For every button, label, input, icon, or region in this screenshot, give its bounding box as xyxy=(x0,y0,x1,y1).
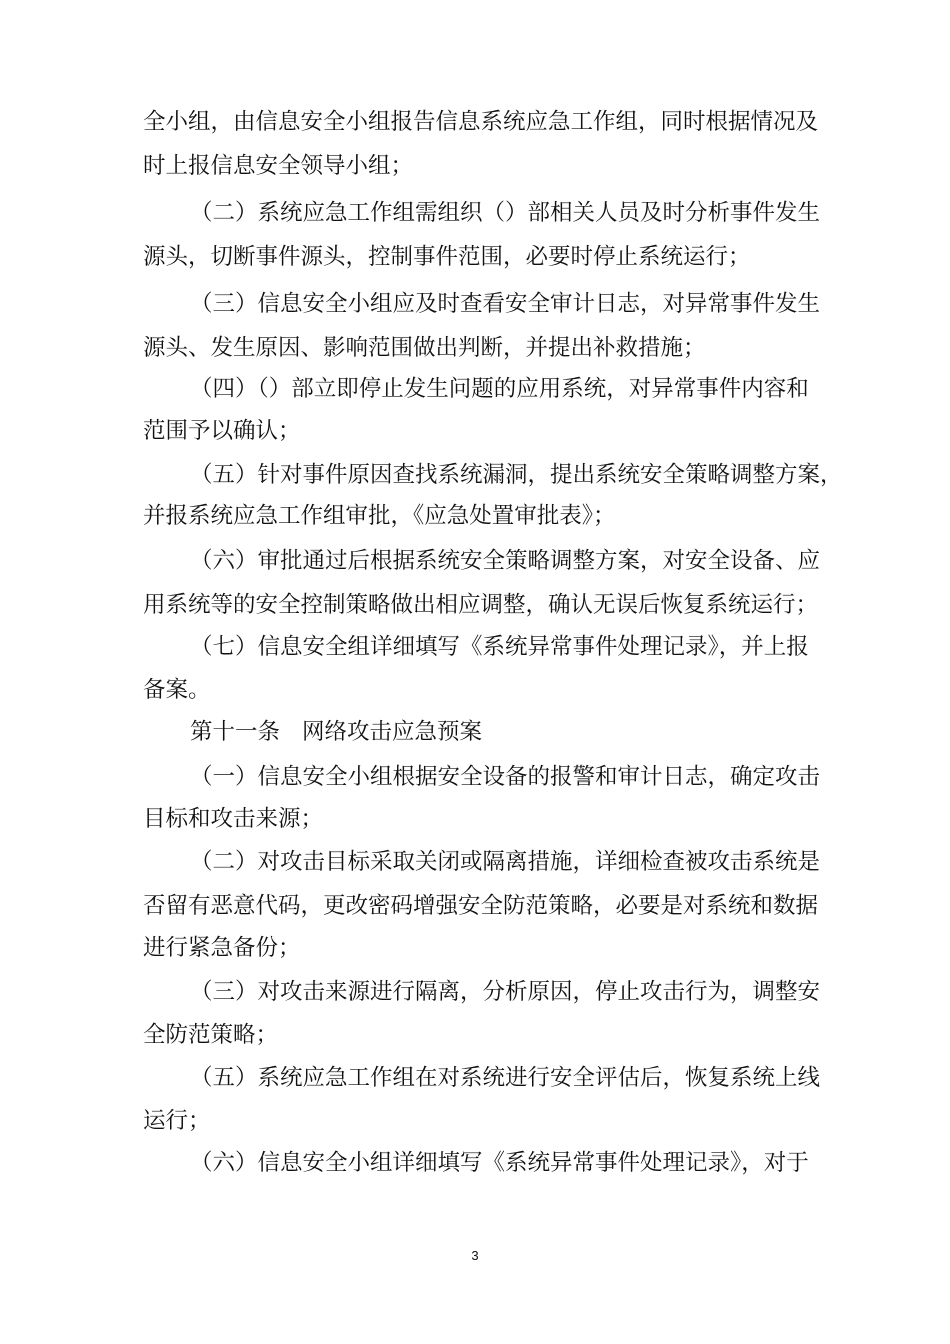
paragraph-line: 进行紧急备份； xyxy=(143,935,301,961)
paragraph-line: （三）信息安全小组应及时查看安全审计日志，对异常事件发生 xyxy=(190,291,821,317)
paragraph-line: 运行； xyxy=(143,1108,211,1134)
paragraph-line: （一）信息安全小组根据安全设备的报警和审计日志，确定攻击 xyxy=(190,764,821,790)
paragraph-line: （五）系统应急工作组在对系统进行安全评估后，恢复系统上线 xyxy=(190,1065,821,1091)
paragraph-line: 目标和攻击来源； xyxy=(143,806,324,832)
paragraph-line: （四）（）部立即停止发生问题的应用系统，对异常事件内容和 xyxy=(190,376,809,402)
paragraph-line: （七）信息安全组详细填写《系统异常事件处理记录》，并上报 xyxy=(190,634,809,660)
paragraph-line: （二）系统应急工作组需组织（）部相关人员及时分析事件发生 xyxy=(190,200,821,226)
paragraph-line: 范围予以确认； xyxy=(143,418,301,444)
paragraph-line: 否留有恶意代码，更改密码增强安全防范策略，必要是对系统和数据 xyxy=(143,893,819,919)
article-number: 第十一条 xyxy=(190,719,281,745)
paragraph-line: 并报系统应急工作组审批，《应急处置审批表》； xyxy=(143,503,616,529)
paragraph-line: 全防范策略； xyxy=(143,1022,279,1048)
paragraph-line: 源头、发生原因、影响范围做出判断，并提出补救措施； xyxy=(143,335,706,361)
paragraph-line: 全小组，由信息安全小组报告信息系统应急工作组，同时根据情况及 xyxy=(143,109,819,135)
paragraph-line: （六）信息安全小组详细填写《系统异常事件处理记录》，对于 xyxy=(190,1150,809,1176)
paragraph-line: 备案。 xyxy=(143,677,211,703)
paragraph-line: （二）对攻击目标采取关闭或隔离措施，详细检查被攻击系统是 xyxy=(190,849,821,875)
article-heading xyxy=(190,712,808,752)
paragraph-line: 源头，切断事件源头，控制事件范围，必要时停止系统运行； xyxy=(143,244,751,270)
paragraph-line: （三）对攻击来源进行隔离，分析原因，停止攻击行为，调整安 xyxy=(190,979,821,1005)
paragraph-line: （六）审批通过后根据系统安全策略调整方案，对安全设备、应 xyxy=(190,548,821,574)
article-title: 网络攻击应急预案 xyxy=(302,719,483,745)
page-number: 3 xyxy=(471,1248,479,1263)
paragraph-line: （五）针对事件原因查找系统漏洞，提出系统安全策略调整方案， xyxy=(190,462,843,488)
paragraph-line: 用系统等的安全控制策略做出相应调整，确认无误后恢复系统运行； xyxy=(143,592,819,618)
paragraph-line: 时上报信息安全领导小组； xyxy=(143,153,414,179)
